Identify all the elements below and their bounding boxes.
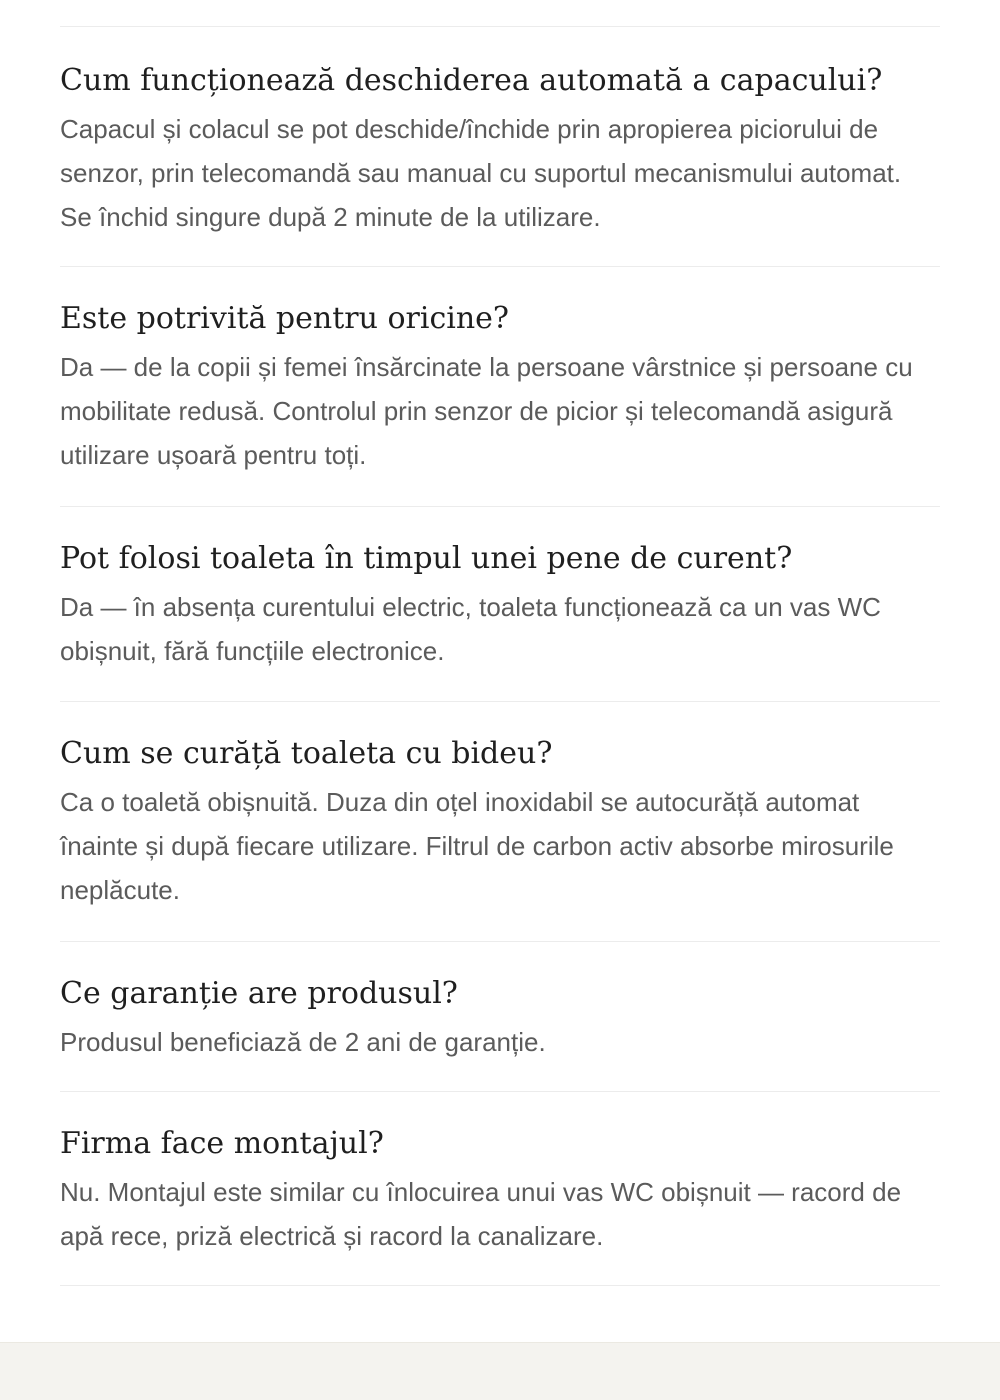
faq-answer: Produsul beneficiază de 2 ani de garanție.	[60, 1027, 546, 1057]
faq-item[interactable]	[60, 26, 940, 266]
faq-item[interactable]	[60, 266, 940, 506]
faq-question: Cum funcționează deschiderea automată a capacului?	[60, 63, 883, 98]
faq-answer: Ca o toaletă obișnuită. Duza din oțel inoxidabil se autocurăță automat înainte și după fiecare utilizare. Filtrul de carbon activ absorbe mirosurile neplăcute.	[60, 787, 894, 905]
faq-question: Ce garanție are produsul?	[60, 976, 458, 1011]
faq-question: Firma face montajul?	[60, 1126, 384, 1161]
faq-question: Pot folosi toaleta în timpul unei pene de curent?	[60, 541, 793, 576]
faq-item[interactable]	[60, 701, 940, 941]
faq-answer: Da — de la copii și femei însărcinate la persoane vârstnice și persoane cu mobilitate redusă. Controlul prin senzor de picior și telecomandă asigură utilizare ușoară pentru toți.	[60, 352, 913, 470]
faq-item[interactable]	[60, 1091, 940, 1286]
faq-answer: Da — în absența curentului electric, toaleta funcționează ca un vas WC obișnuit, fără funcțiile electronice.	[60, 592, 881, 666]
faq-answer: Capacul și colacul se pot deschide/închide prin apropierea piciorului de senzor, prin telecomandă sau manual cu suportul mecanismului automat. Se închid singure după 2 minute de la utilizare.	[60, 114, 902, 232]
faq-question: Cum se curăță toaleta cu bideu?	[60, 736, 553, 771]
faq-question: Este potrivită pentru oricine?	[60, 301, 510, 336]
faq-answer: Nu. Montajul este similar cu înlocuirea unui vas WC obișnuit — racord de apă rece, priză electrică și racord la canalizare.	[60, 1177, 902, 1251]
faq-item[interactable]	[60, 941, 940, 1091]
faq-item[interactable]	[60, 506, 940, 701]
footer-band	[0, 1342, 1000, 1400]
faq-list	[60, 26, 940, 1286]
